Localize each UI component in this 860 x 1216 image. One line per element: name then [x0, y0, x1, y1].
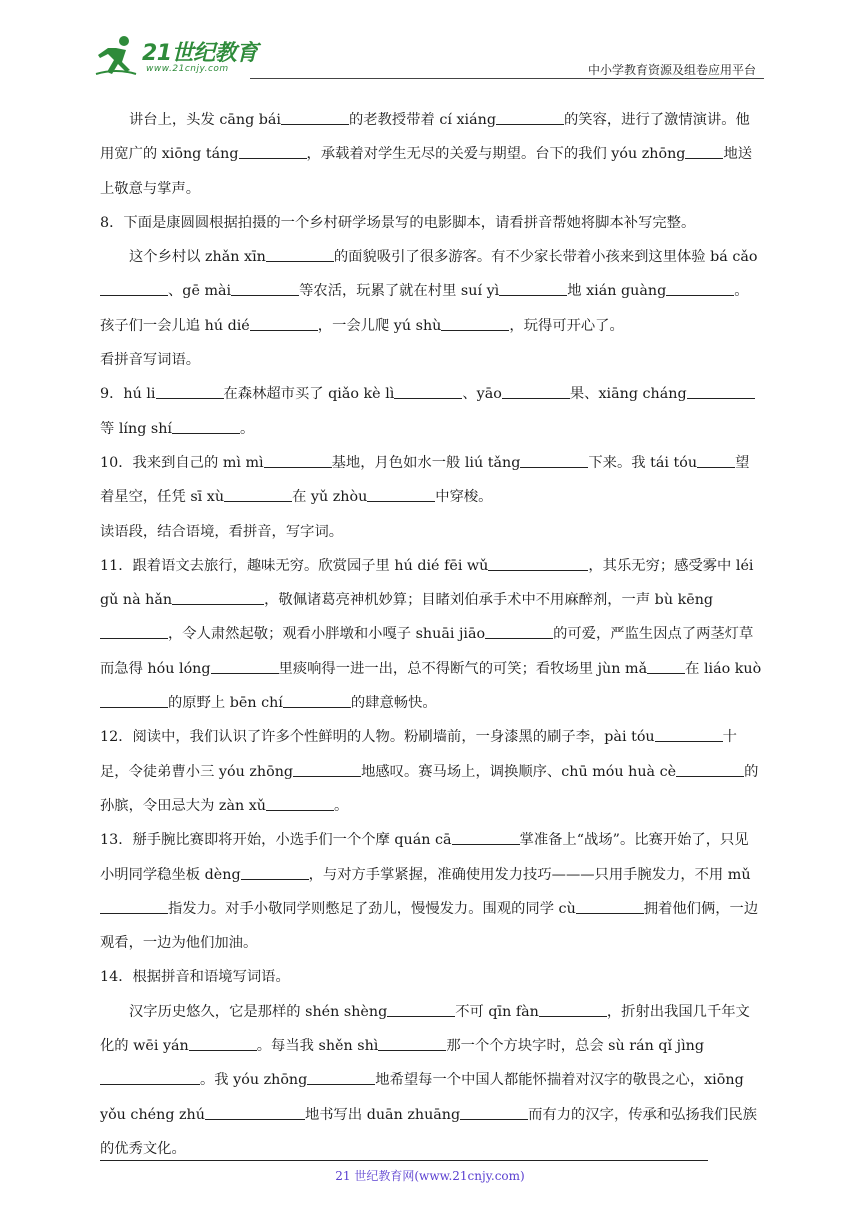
question-14-title: 14．根据拼音和语境写词语。: [100, 969, 290, 986]
blank[interactable]: [520, 453, 588, 468]
blank[interactable]: [697, 453, 735, 468]
blank[interactable]: [100, 624, 168, 639]
blank[interactable]: [307, 1070, 375, 1085]
blank[interactable]: [205, 1105, 305, 1120]
logo-url: www.21cnjy.com: [146, 64, 229, 74]
blank[interactable]: [172, 419, 240, 434]
runner-icon: [94, 34, 138, 78]
blank[interactable]: [283, 693, 351, 708]
question-8-text: 这个乡村以 zhǎn xīn 的面貌吸引了很多游客。有不少家长带着小孩来到这里体验 bá cǎo、gē mài 等农活，玩累了就在村里 suí yì 地 xián guàng 。孩子们一会儿追 hú dié ，一会儿爬 yú shù ，玩得可开心了。: [100, 249, 758, 334]
blank[interactable]: [666, 281, 734, 296]
blank[interactable]: [485, 624, 553, 639]
logo-text: 21世纪教育: [142, 41, 258, 66]
question-10: 10．我来到自己的 mì mì 基地，月色如水一般 liú tǎng 下来。我 tái tóu 望着星空，任凭 sī xù 在 yǔ zhòu 中穿梭。: [100, 454, 750, 506]
blank[interactable]: [100, 1070, 200, 1085]
page-header: [94, 30, 764, 82]
question-13: 13．掰手腕比赛即将开始，小选手们一个个摩 quán cā 掌准备上“战场”。比赛开始了，只见小明同学稳坐板 dèng ，与对方手掌紧握，准确使用发力技巧———只用手腕发力，不用 mǔ指发力。对手小敬同学则憋足了劲儿，慢慢发力。围观的同学 cù 拥着他们俩，一边观看，一边为他们加油。: [100, 832, 759, 952]
blank[interactable]: [488, 556, 588, 571]
blank[interactable]: [224, 487, 292, 502]
blank[interactable]: [387, 1002, 455, 1017]
blank[interactable]: [172, 590, 264, 605]
blank[interactable]: [293, 762, 361, 777]
worksheet-body: [100, 103, 762, 1166]
blank[interactable]: [266, 796, 334, 811]
footer-text: 21 世纪教育网(www.21cnjy.com): [335, 1169, 525, 1183]
blank[interactable]: [100, 281, 168, 296]
logo: [94, 34, 264, 78]
blank[interactable]: [676, 762, 744, 777]
blank[interactable]: [394, 384, 462, 399]
question-9: 9．hú li 在森林超市买了 qiǎo kè lì 、yāo 果、xiāng cháng等 líng shí 。: [100, 377, 762, 446]
question-8-title: 8．下面是康圆圆根据拍摄的一个乡村研学场景写的电影脚本，请看拼音帮她将脚本补写完整。: [100, 214, 696, 231]
platform-title: 中小学教育资源及组卷应用平台: [587, 63, 756, 77]
blank[interactable]: [496, 110, 564, 125]
header-divider: [250, 78, 764, 79]
footer-divider: [100, 1160, 708, 1161]
instruction: 读语段，结合语境，看拼音，写字词。: [100, 523, 344, 540]
blank[interactable]: [576, 899, 644, 914]
blank[interactable]: [211, 659, 279, 674]
blank[interactable]: [499, 281, 567, 296]
blank[interactable]: [687, 384, 755, 399]
question-11: 11．跟着语文去旅行，趣味无穷。欣赏园子里 hú dié fēi wǔ ，其乐无穷；感受雾中 léi gǔ nà hǎn ，敬佩诸葛亮神机妙算；目睹刘伯承手术中不用麻醉剂，一声 bù kēng，令人肃然起敬；观看小胖墩和小嘎子 shuāi jiāo 的可爱，严监生因点了两茎灯草而急得 hóu lóng 里痰响得一进一出，总不得断气的可笑；看牧场里 jùn mǎ 在 liáo kuò的原野上 bēn chí 的肆意畅快。: [100, 557, 762, 712]
blank[interactable]: [264, 453, 332, 468]
blank[interactable]: [266, 247, 334, 262]
blank[interactable]: [655, 727, 723, 742]
blank[interactable]: [502, 384, 570, 399]
instruction: 看拼音写词语。: [100, 352, 201, 369]
blank[interactable]: [100, 899, 168, 914]
blank[interactable]: [156, 384, 224, 399]
paragraph-p1: 讲台上，头发 cāng bái 的老教授带着 cí xiáng 的笑容，进行了激情演讲。他用宽广的 xiōng táng ，承载着对学生无尽的关爱与期望。台下的我们 yóu zhōng 地送上敬意与掌声。: [100, 112, 753, 197]
blank[interactable]: [378, 1036, 446, 1051]
blank[interactable]: [460, 1105, 528, 1120]
blank[interactable]: [231, 281, 299, 296]
blank[interactable]: [367, 487, 435, 502]
blank[interactable]: [647, 659, 685, 674]
question-14-text: 汉字历史悠久，它是那样的 shén shèng 不可 qīn fàn ，折射出我国几千年文化的 wēi yán 。每当我 shěn shì 那一个个方块字时，总会 sù rán qǐ jìng。我 yóu zhōng 地希望每一个中国人都能怀揣着对汉字的敬畏之心，xiōng yǒu chéng zhú 地书写出 duān zhuāng 而有力的汉字，传承和弘扬我们民族的优秀文化。: [100, 1003, 757, 1157]
question-12: 12．阅读中，我们认识了许多个性鲜明的人物。粉刷墙前，一身漆黑的刷子李，pài tóu 十足，令徒弟曹小三 yóu zhōng 地感叹。赛马场上，调换顺序、chū móu huà cè 的孙膑，令田忌大为 zàn xǔ 。: [100, 729, 759, 814]
blank[interactable]: [100, 693, 168, 708]
blank[interactable]: [452, 830, 520, 845]
blank[interactable]: [250, 316, 318, 331]
blank[interactable]: [539, 1002, 607, 1017]
blank[interactable]: [239, 144, 307, 159]
blank[interactable]: [441, 316, 509, 331]
blank[interactable]: [189, 1036, 257, 1051]
blank[interactable]: [685, 144, 723, 159]
blank[interactable]: [281, 110, 349, 125]
blank[interactable]: [241, 865, 309, 880]
